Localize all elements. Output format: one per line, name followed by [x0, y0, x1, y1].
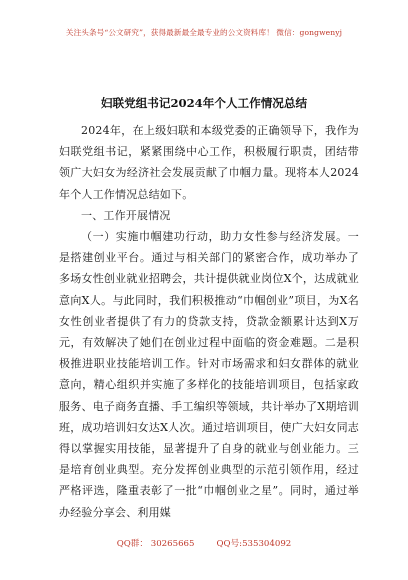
section-heading: 一、工作开展情况: [81, 208, 171, 222]
header-banner: 关注头条号“公文研究”，获得最新最全最专业的公文资料库！ 微信：gongwenyj: [65, 28, 343, 37]
qq-account-number: QQ号:535304092: [216, 539, 292, 549]
document-title: 妇联党组书记2024年个人工作情况总结: [100, 96, 308, 110]
paragraph-work: （一）实施巾帼建功行动，助力女性参与经济发展。一是搭建创业平台。通过与相关部门的紧密合作，成功举办了多场女性创业就业招聘会，共计提供就业岗位X个，达成就业意向X人。与此同时，我们积极推动“巾帼创业”项目，为X名女性创业者提供了有力的贷款支持，贷款金额累计达到X万元，有效解决了她们在创业过程中面临的资金难题。二是积极推进职业技能培训工作。针对市场需求和妇女群体的就业意向，精心组织并实施了多样化的技能培训项目，包括家政服务、电子商务直播、手工编织等领域，共计举办了X期培训班，成功培训妇女达X人次。通过培训项目，使广大妇女同志得以掌握实用技能，显著提升了自身的就业与创业能力。三是培育创业典型。充分发挥创业典型的示范引领作用，经过严格评选，隆重表彰了一批“巾帼创业之星”。同时，通过举办经验分享会、利用媒: [59, 230, 359, 519]
footer-contact: [0, 537, 408, 549]
qq-group-number: QQ群： 30265665: [116, 539, 195, 549]
paragraph-intro: 2024年，在上级妇联和本级党委的正确领导下，我作为妇联党组书记，紧紧围绕中心工作，积极履行职责，团结带领广大妇女为经济社会发展贡献了巾帼力量。现将本人2024年个人工作情况总结如下。: [59, 124, 359, 201]
document-body: [59, 120, 359, 523]
